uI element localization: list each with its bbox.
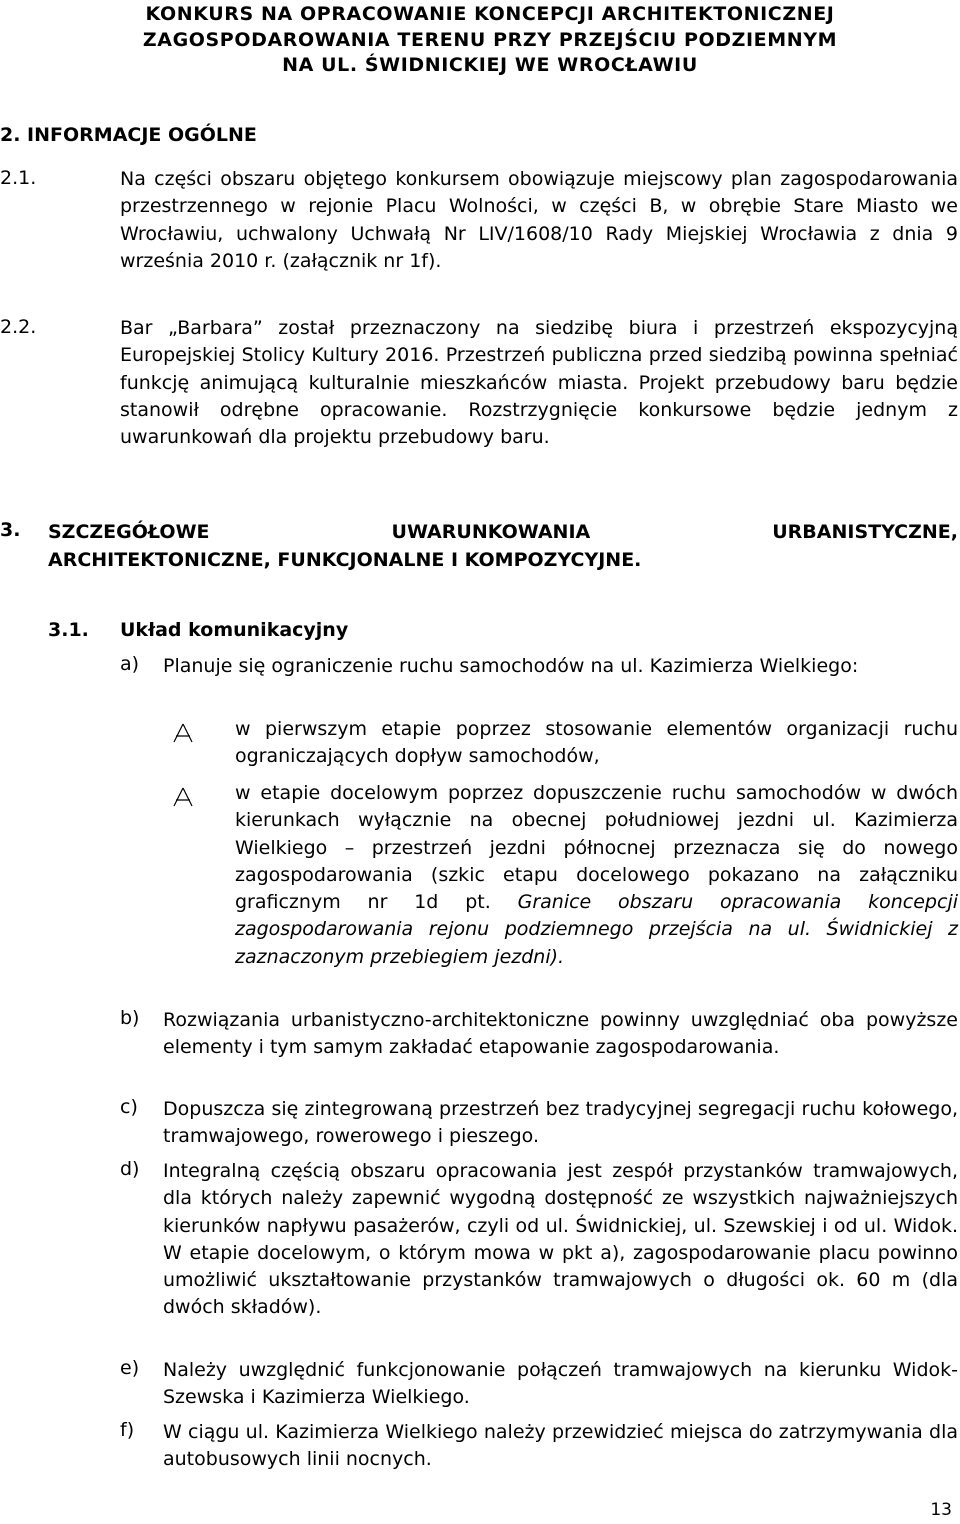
bullet-1-text: w pierwszym etapie poprzez stosowanie elementów organizacji ruchu ograniczających dopływ samochodów,	[235, 718, 958, 768]
anchor-bullet-icon	[172, 722, 194, 744]
item-f-label: f)	[120, 1419, 135, 1441]
paragraph-2-1-number: 2.1.	[0, 167, 37, 189]
bullet-2-italic: Granice obszaru opracowania koncepcji zagospodarowania rejonu podziemnego przejścia na ul. Świdnickiej z zaznaczonym przebiegiem jezdni).	[235, 891, 958, 968]
subsection-3-1-heading: Układ komunikacyjny	[120, 619, 349, 641]
item-a-label: a)	[120, 653, 140, 675]
item-b-text: Rozwiązania urbanistyczno-architektoniczne powinny uwzględniać oba powyższe elementy i tym samym zakładać etapowanie zagospodarowania.	[163, 1009, 958, 1059]
section-3-heading-line-1: SZCZEGÓŁOWE UWARUNKOWANIA URBANISTYCZNE,	[48, 521, 958, 543]
header-line-2: ZAGOSPODAROWANIA TERENU PRZY PRZEJŚCIU PODZIEMNYM	[142, 28, 838, 51]
item-a-text: Planuje się ograniczenie ruchu samochodów na ul. Kazimierza Wielkiego:	[163, 655, 859, 677]
item-d-label: d)	[120, 1158, 140, 1180]
paragraph-2-2-number: 2.2.	[0, 316, 37, 338]
anchor-bullet-icon	[172, 786, 194, 808]
paragraph-2-2-text: Bar „Barbara” został przeznaczony na siedzibę biura i przestrzeń ekspozycyjną Europejskiej Stolicy Kultury 2016. Przestrzeń publiczna przed siedzibą powinna spełniać funkcję animującą kulturalnie mieszkańców miasta. Projekt przebudowy baru będzie stanowił odrębne opracowanie. Rozstrzygnięcie konkursowe będzie jednym z uwarunkowań dla projektu przebudowy baru.	[120, 317, 958, 449]
item-c-label: c)	[120, 1096, 138, 1118]
section-3-heading-line-2: ARCHITEKTONICZNE, FUNKCJONALNE I KOMPOZYCYJNE.	[48, 549, 642, 571]
item-f-text: W ciągu ul. Kazimierza Wielkiego należy przewidzieć miejsca do zatrzymywania dla autobusowych linii nocnych.	[163, 1421, 958, 1471]
item-c-text: Dopuszcza się zintegrowaną przestrzeń bez tradycyjnej segregacji ruchu kołowego, tramwajowego, rowerowego i pieszego.	[163, 1098, 958, 1148]
paragraph-2-1-text: Na części obszaru objętego konkursem obowiązuje miejscowy plan zagospodarowania przestrzennego w rejonie Placu Wolności, w części B, w obrębie Stare Miasto we Wrocławiu, uchwalony Uchwałą Nr LIV/1608/10 Rady Miejskiej Wrocławia z dnia 9 września 2010 r. (załącznik nr 1f).	[120, 168, 958, 272]
item-d-text: Integralną częścią obszaru opracowania jest zespół przystanków tramwajowych, dla których należy zapewnić wygodną dostępność ze wszystkich najważniejszych kierunków napływu pasażerów, czyli od ul. Świdnickiej, ul. Szewskiej i od ul. Widok. W etapie docelowym, o którym mowa w pkt a), zagospodarowanie placu powinno umożliwić ukształtowanie przystanków tramwajowych o długości ok. 60 m (dla dwóch składów).	[163, 1160, 958, 1319]
bullet-2-regular: w etapie docelowym poprzez dopuszczenie ruchu samochodów w dwóch kierunkach wyłącznie na obecnej południowej jezdni ul. Kazimierza Wielkiego – przestrzeń jezdni północnej przeznacza się do nowego zagospodarowania (szkic etapu docelowego pokazano na załączniku graficznym nr 1d pt.	[235, 782, 958, 914]
section-3-heading	[48, 518, 958, 574]
section-2-heading: 2. INFORMACJE OGÓLNE	[0, 124, 257, 146]
item-e-label: e)	[120, 1357, 140, 1379]
item-b-label: b)	[120, 1007, 140, 1029]
page-number: 13	[930, 1500, 952, 1520]
bullet-2-text	[235, 780, 958, 971]
document-header	[90, 2, 890, 79]
item-e-text: Należy uwzględnić funkcjonowanie połączeń tramwajowych na kierunku Widok-Szewska i Kazimierza Wielkiego.	[163, 1359, 958, 1409]
section-3-number: 3.	[0, 519, 21, 541]
header-line-1: KONKURS NA OPRACOWANIE KONCEPCJI ARCHITEKTONICZNEJ	[145, 3, 835, 25]
subsection-3-1-number: 3.1.	[48, 619, 89, 641]
header-line-3: NA UL. ŚWIDNICKIEJ WE WROCŁAWIU	[282, 54, 698, 76]
